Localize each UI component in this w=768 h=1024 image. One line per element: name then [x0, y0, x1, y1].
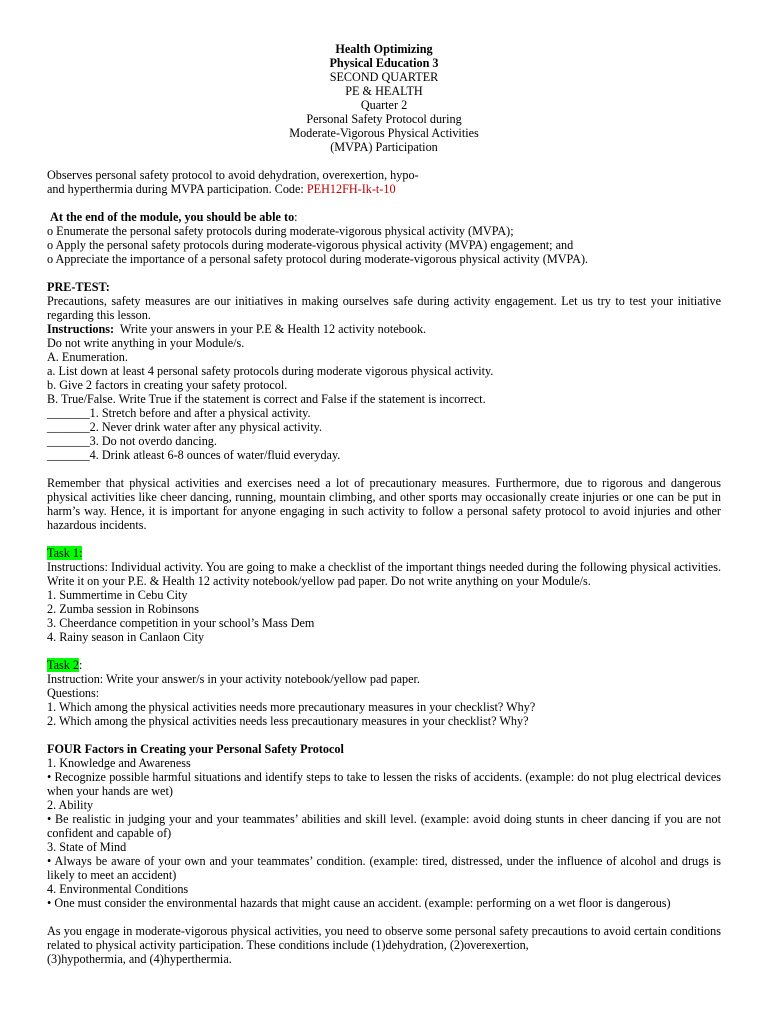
- factor-title: 1. Knowledge and Awareness: [47, 756, 191, 770]
- task1-item: 3. Cheerdance competition in your school’s Mass Dem: [47, 616, 315, 630]
- objective-item: o Enumerate the personal safety protocols during moderate-vigorous physical activity (MVPA);: [47, 224, 514, 238]
- title-line-2: Physical Education 3: [329, 56, 439, 70]
- competency-prefix: and hyperthermia during MVPA participation. Code:: [47, 182, 307, 196]
- tf-item: _______4. Drink atleast 6-8 ounces of water/fluid everyday.: [47, 448, 341, 462]
- remember-paragraph: Remember that physical activities and exercises need a lot of precautionary measures. Furthermore, due to rigorous and dangerous physical activities like cheer dancing, running, mountain climbing, and other sports may occasionally create injuries or one can be put in harm’s way. Hence, it is important for anyone engaging in such activity to follow a personal safety protocol to avoid injuries and other hazardous incidents.: [47, 476, 721, 532]
- instructions-text: Write your answers in your P.E & Health 12 activity notebook.: [114, 322, 427, 336]
- title-line-1: Health Optimizing: [335, 42, 433, 56]
- title-line-4: PE & HEALTH: [345, 84, 423, 98]
- task1-item: 1. Summertime in Cebu City: [47, 588, 188, 602]
- competency-block: [47, 168, 721, 196]
- pretest-intro: Precautions, safety measures are our initiatives in making ourselves safe during activity engagement. Let us try to test your initiative regarding this lesson.: [47, 294, 721, 322]
- objectives-heading: At the end of the module, you should be able to: [50, 210, 295, 224]
- task1-instructions: Instructions: Individual activity. You are going to make a checklist of the important things needed during the following physical activities. Write it on your P.E. & Health 12 activity notebook/yellow pad paper. Do not write anything on your Module/s.: [47, 560, 721, 588]
- tf-item: _______2. Never drink water after any physical activity.: [47, 420, 323, 434]
- pretest-heading: PRE-TEST:: [47, 280, 110, 294]
- task2-question: 1. Which among the physical activities needs more precautionary measures in your checklist? Why?: [47, 700, 536, 714]
- objectives-block: [47, 210, 721, 266]
- instructions-label: Instructions:: [47, 322, 115, 336]
- closing-block: [47, 924, 721, 966]
- competency-line-2: [47, 182, 721, 196]
- pretest-block: [47, 280, 721, 462]
- task2-block: [47, 658, 721, 728]
- pretest-part-a: A. Enumeration.: [47, 350, 128, 364]
- title-line-3: SECOND QUARTER: [329, 70, 439, 84]
- tf-item: _______3. Do not overdo dancing.: [47, 434, 217, 448]
- factor-title: 2. Ability: [47, 798, 94, 812]
- title-block: [47, 42, 721, 154]
- task2-question: 2. Which among the physical activities needs less precautionary measures in your checklist? Why?: [47, 714, 529, 728]
- title-line-6: Personal Safety Protocol during: [306, 112, 462, 126]
- pretest-instructions: [47, 322, 721, 336]
- task2-label: Task 2: [47, 658, 79, 672]
- objective-item: o Apply the personal safety protocols during moderate-vigorous physical activity (MVPA) engagement; and: [47, 238, 574, 252]
- objectives-heading-line: [47, 210, 721, 224]
- task1-item: 4. Rainy season in Canlaon City: [47, 630, 205, 644]
- task1-label: Task 1:: [47, 546, 83, 560]
- title-line-5: Quarter 2: [360, 98, 408, 112]
- task1-item: 2. Zumba session in Robinsons: [47, 602, 200, 616]
- factor-title: 4. Environmental Conditions: [47, 882, 189, 896]
- title-line-7: Moderate-Vigorous Physical Activities: [289, 126, 479, 140]
- factor-title: 3. State of Mind: [47, 840, 127, 854]
- pretest-b-item: b. Give 2 factors in creating your safety protocol.: [47, 378, 288, 392]
- title-line-8: (MVPA) Participation: [330, 140, 438, 154]
- competency-line-1: Observes personal safety protocol to avoid dehydration, overexertion, hypo-: [47, 168, 419, 182]
- factors-heading: FOUR Factors in Creating your Personal Safety Protocol: [47, 742, 344, 756]
- factor-desc: • One must consider the environmental hazards that might cause an accident. (example: performing on a wet floor is dangerous): [47, 896, 671, 910]
- factor-desc: • Recognize possible harmful situations and identify steps to take to lessen the risks of accidents. (example: do not plug electrical devices when your hands are wet): [47, 770, 721, 798]
- competency-code: PEH12FH-Ik-t-10: [306, 182, 396, 196]
- tf-item: _______1. Stretch before and after a physical activity.: [47, 406, 311, 420]
- pretest-part-b: B. True/False. Write True if the statement is correct and False if the statement is incorrect.: [47, 392, 486, 406]
- task2-questions-label: Questions:: [47, 686, 100, 700]
- factor-desc: • Be realistic in judging your and your teammates’ abilities and skill level. (example: avoid doing stunts in cheer dancing if you are not confident and capable of): [47, 812, 721, 840]
- task2-label-colon: :: [78, 658, 83, 672]
- objective-item: o Appreciate the importance of a personal safety protocol during moderate-vigorous physical activity (MVPA).: [47, 252, 589, 266]
- pretest-a-item: a. List down at least 4 personal safety protocols during moderate vigorous physical activity.: [47, 364, 494, 378]
- objectives-heading-colon: :: [294, 210, 298, 224]
- task1-label-line: [47, 546, 721, 560]
- task2-instruction: Instruction: Write your answer/s in your activity notebook/yellow pad paper.: [47, 672, 420, 686]
- task2-label-line: [47, 658, 721, 672]
- closing-line-2: (3)hypothermia, and (4)hyperthermia.: [47, 952, 232, 966]
- factors-block: [47, 742, 721, 910]
- pretest-no-write: Do not write anything in your Module/s.: [47, 336, 245, 350]
- closing-line-1: As you engage in moderate-vigorous physical activities, you need to observe some personal safety precautions to avoid certain conditions related to physical activity participation. These conditions include (1)dehydration, (2)overexertion,: [47, 924, 721, 952]
- task1-block: [47, 546, 721, 644]
- factor-desc: • Always be aware of your own and your teammates’ condition. (example: tired, distressed, under the influence of alcohol and drugs is likely to meet an accident): [47, 854, 721, 882]
